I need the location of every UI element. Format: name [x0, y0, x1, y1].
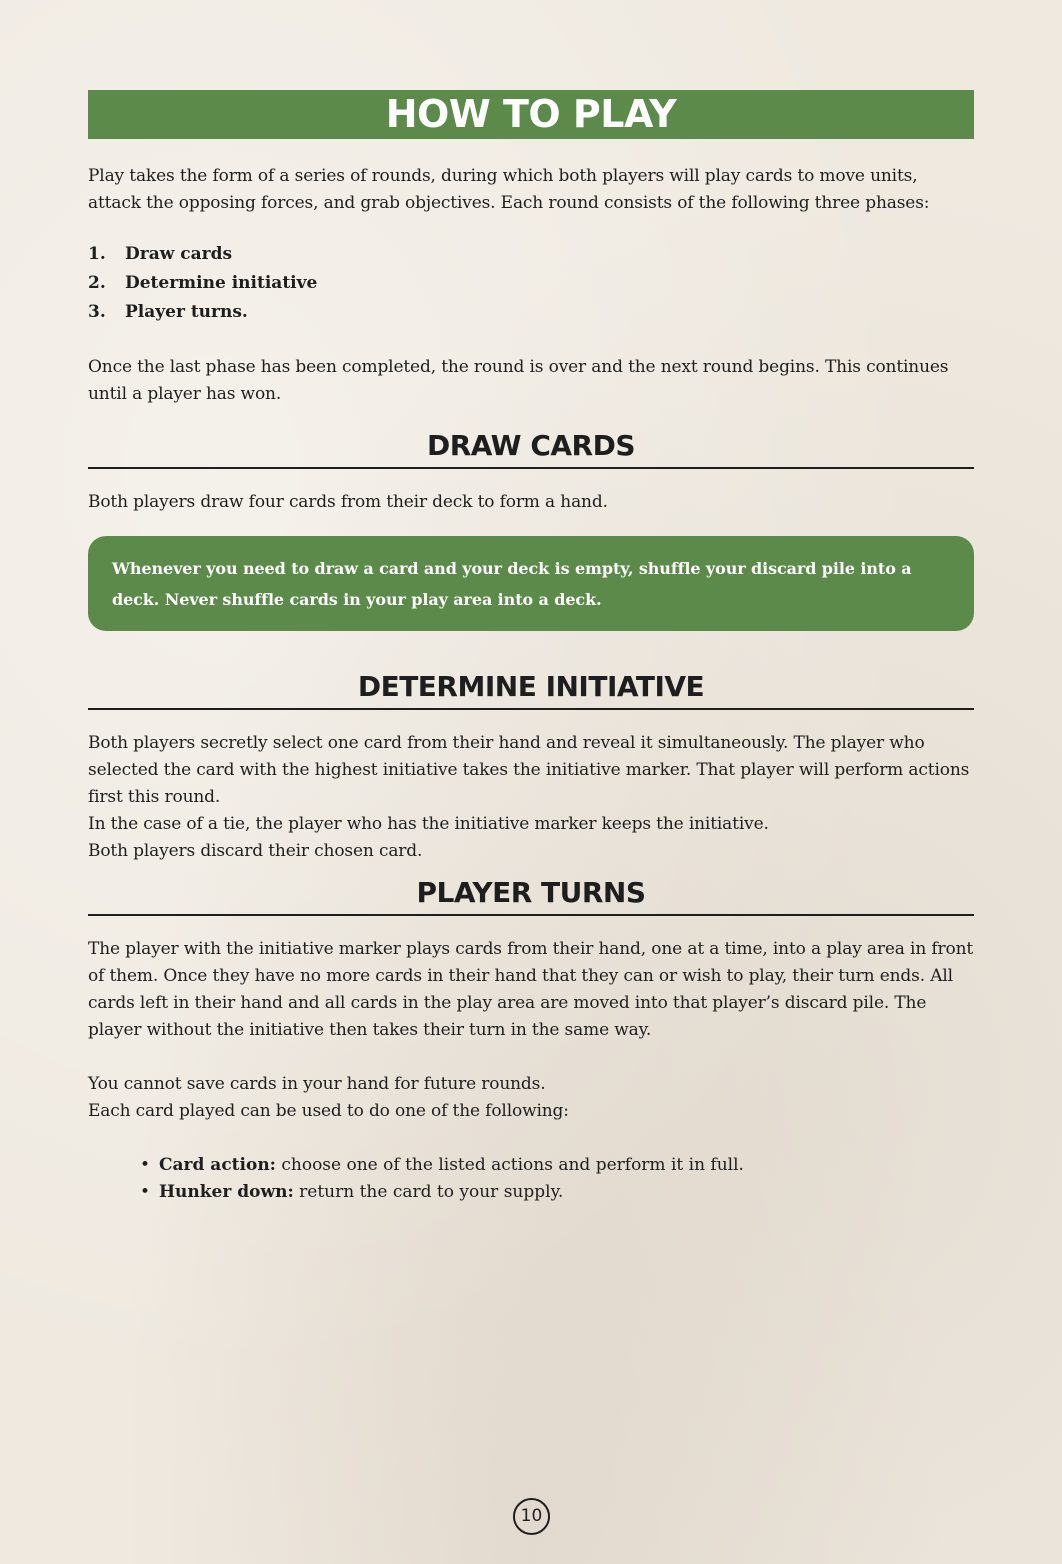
list-number: 2.: [88, 273, 106, 293]
after-phases-paragraph: Once the last phase has been completed, the round is over and the next round begins. This continues until a player has won.: [88, 357, 949, 404]
phase-list: [88, 240, 974, 327]
initiative-discard-paragraph: Both players discard their chosen card.: [88, 841, 423, 861]
list-number: 3.: [88, 302, 106, 322]
intro-paragraph: Play takes the form of a series of rounds, during which both players will play cards to move units, attack the opposing forces, and grab objectives. Each round consists of the following three phases:: [88, 166, 930, 213]
list-item: [88, 269, 974, 298]
list-item: [140, 1179, 974, 1206]
section-title-player-turns: PLAYER TURNS: [88, 875, 974, 916]
option-term: Hunker down:: [159, 1182, 294, 1202]
list-number: 1.: [88, 244, 106, 264]
option-desc: return the card to your supply.: [293, 1182, 564, 1202]
list-label: Determine initiative: [125, 273, 318, 293]
option-term: Card action:: [159, 1155, 276, 1175]
list-label: Player turns.: [125, 302, 248, 322]
section-title-determine-initiative: DETERMINE INITIATIVE: [88, 669, 974, 710]
initiative-tie-paragraph: In the case of a tie, the player who has the initiative marker keeps the initiative.: [88, 814, 769, 834]
draw-cards-paragraph: Both players draw four cards from their deck to form a hand.: [88, 492, 608, 512]
page-number: 10: [513, 1498, 550, 1535]
rule-callout: Whenever you need to draw a card and your deck is empty, shuffle your discard pile into a deck. Never shuffle cards in your play area into a deck.: [88, 536, 974, 631]
card-option-list: [140, 1152, 974, 1206]
save-cards-paragraph: You cannot save cards in your hand for future rounds.: [88, 1074, 546, 1094]
player-turns-paragraph: The player with the initiative marker plays cards from their hand, one at a time, into a play area in front of them. Once they have no more cards in their hand that they can or wish to play, their turn ends. All cards left in their hand and all cards in the play area are moved into that player’s discard pile. The player without the initiative then takes their turn in the same way.: [88, 939, 974, 1040]
list-item: [88, 240, 974, 269]
list-item: [88, 298, 974, 327]
initiative-paragraph: Both players secretly select one card from their hand and reveal it simultaneously. The player who selected the card with the highest initiative takes the initiative marker. That player will perform actions first this round.: [88, 733, 970, 807]
page-content: [88, 90, 974, 1206]
card-use-paragraph: Each card played can be used to do one of the following:: [88, 1101, 569, 1121]
bullet-icon: •: [140, 1155, 151, 1175]
section-title-draw-cards: DRAW CARDS: [88, 428, 974, 469]
list-item: [140, 1152, 974, 1179]
option-desc: choose one of the listed actions and perform it in full.: [275, 1155, 744, 1175]
bullet-icon: •: [140, 1182, 151, 1202]
main-title: HOW TO PLAY: [88, 90, 974, 139]
list-label: Draw cards: [125, 244, 233, 264]
